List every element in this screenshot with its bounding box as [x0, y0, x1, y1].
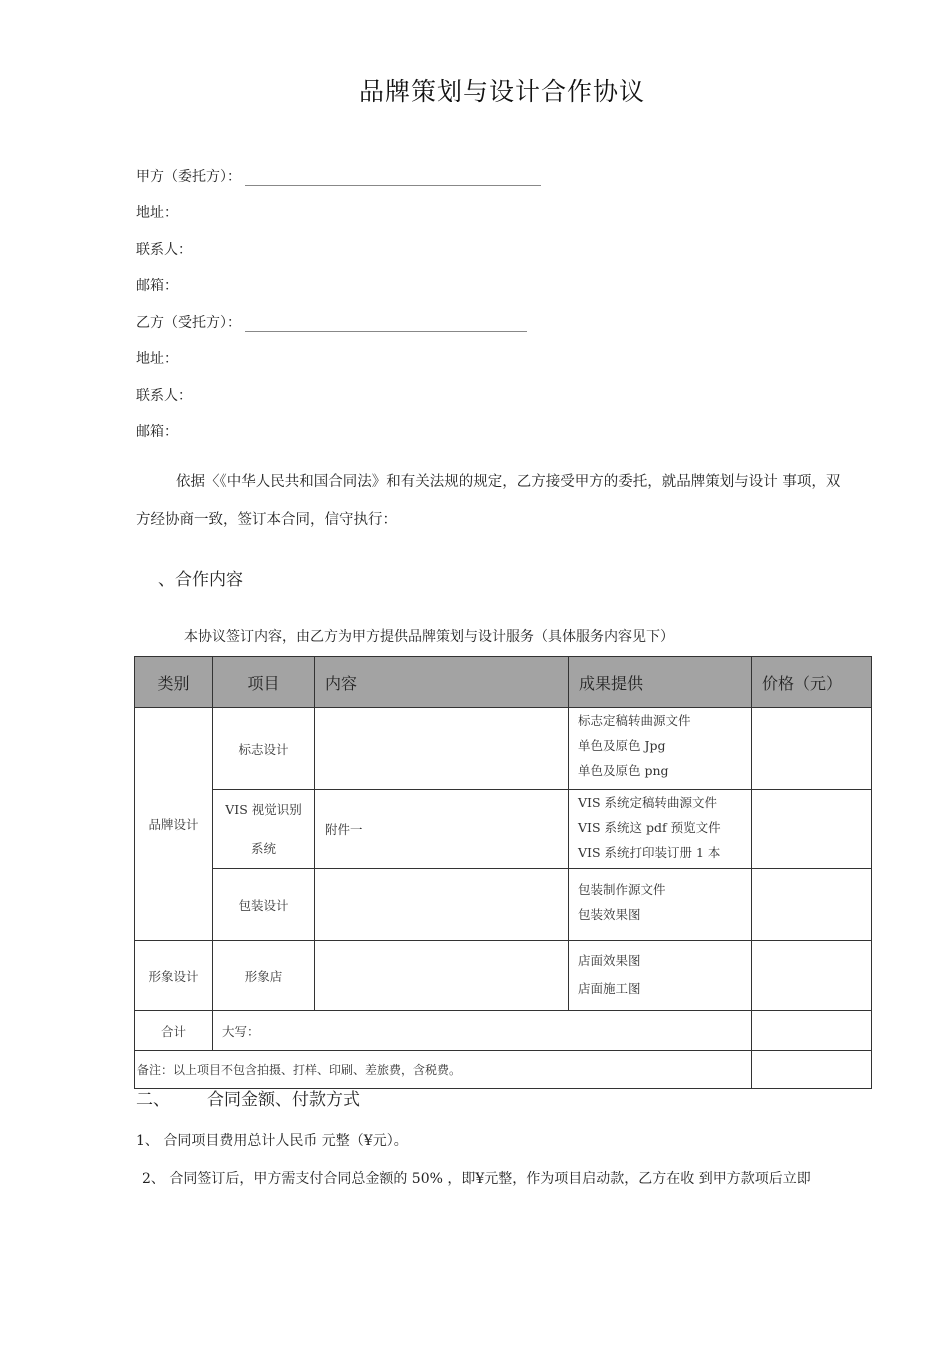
party-b-label: 乙方（受托方）： [136, 315, 241, 331]
item-vis-line: 系统 [250, 841, 276, 856]
total-label: 合计 [135, 1011, 213, 1051]
header-content: 内容 [315, 657, 569, 708]
party-b-field [136, 312, 527, 332]
note-price [752, 1051, 872, 1089]
service-table [134, 656, 872, 1089]
section-2-number: 二、 [136, 1090, 170, 1110]
content-packaging [315, 869, 569, 941]
result-line: 标志定稿转曲源文件 [578, 713, 691, 728]
price-logo [752, 708, 872, 790]
intro-line-1: 依据〈《中华人民共和国合同法》和有关法规的规定，乙方接受甲方的委托，就品牌策划与设计 事项，双 [176, 474, 841, 490]
item-vis-line: VIS 视觉识别 [225, 802, 302, 817]
table-row [135, 790, 872, 869]
item-packaging: 包装设计 [213, 869, 315, 941]
result-line: 单色及原色 Jpg [578, 738, 666, 753]
party-a-email: 邮箱： [136, 278, 178, 294]
party-a-address: 地址： [136, 205, 178, 221]
content-logo [315, 708, 569, 790]
result-line: 单色及原色 png [578, 763, 669, 778]
price-vis [752, 790, 872, 869]
result-line: 包装效果图 [578, 907, 641, 922]
section-2-heading: 合同金额、付款方式 [207, 1090, 360, 1110]
table-header-row [135, 657, 872, 708]
results-vis [569, 790, 752, 869]
header-category: 类别 [135, 657, 213, 708]
category-image: 形象设计 [135, 941, 213, 1011]
party-b-email: 邮箱： [136, 424, 178, 440]
party-a-label: 甲方（委托方）： [136, 169, 241, 185]
item-vis [213, 790, 315, 869]
content-vis: 附件一 [315, 790, 569, 869]
party-a-blank [245, 171, 541, 186]
header-deliverables: 成果提供 [569, 657, 752, 708]
results-packaging [569, 869, 752, 941]
total-caps: 大写： [213, 1011, 752, 1051]
result-line: 店面施工图 [578, 981, 641, 996]
header-item: 项目 [213, 657, 315, 708]
result-line: VIS 系统定稿转曲源文件 [578, 795, 718, 810]
item-logo: 标志设计 [213, 708, 315, 790]
table-row [135, 941, 872, 1011]
section-2-item-2: 2、 合同签订后，甲方需支付合同总金额的 50% ，即¥元整，作为项目启动款，乙方在收 到甲方款项后立即 [142, 1171, 811, 1187]
party-a-field [136, 166, 541, 186]
result-line: 店面效果图 [578, 953, 641, 968]
party-b-blank [245, 317, 527, 332]
page-title: 品牌策划与设计合作协议 [358, 77, 645, 106]
intro-line-2: 方经协商一致，签订本合同，信守执行： [136, 512, 397, 528]
party-a-contact: 联系人： [136, 242, 192, 258]
table-total-row [135, 1011, 872, 1051]
results-logo [569, 708, 752, 790]
result-line: 包装制作源文件 [578, 882, 666, 897]
content-store [315, 941, 569, 1011]
section-1-heading: 、合作内容 [158, 570, 243, 590]
result-line: VIS 系统打印装订册 1 本 [578, 845, 721, 860]
price-store [752, 941, 872, 1011]
result-line: VIS 系统这 pdf 预览文件 [578, 820, 721, 835]
results-store [569, 941, 752, 1011]
table-row [135, 708, 872, 790]
party-b-contact: 联系人： [136, 388, 192, 404]
category-brand: 品牌设计 [135, 708, 213, 941]
header-price: 价格（元） [752, 657, 872, 708]
section-1-text: 本协议签订内容，由乙方为甲方提供品牌策划与设计服务（具体服务内容见下） [184, 629, 674, 645]
party-b-address: 地址： [136, 351, 178, 367]
table-note: 备注：以上项目不包含拍摄、打样、印刷、差旅费，含税费。 [135, 1051, 752, 1089]
table-note-row [135, 1051, 872, 1089]
item-store: 形象店 [213, 941, 315, 1011]
table-row [135, 869, 872, 941]
total-price [752, 1011, 872, 1051]
section-2-item-1: 1、 合同项目费用总计人民币 元整（¥元）。 [136, 1133, 408, 1149]
price-packaging [752, 869, 872, 941]
